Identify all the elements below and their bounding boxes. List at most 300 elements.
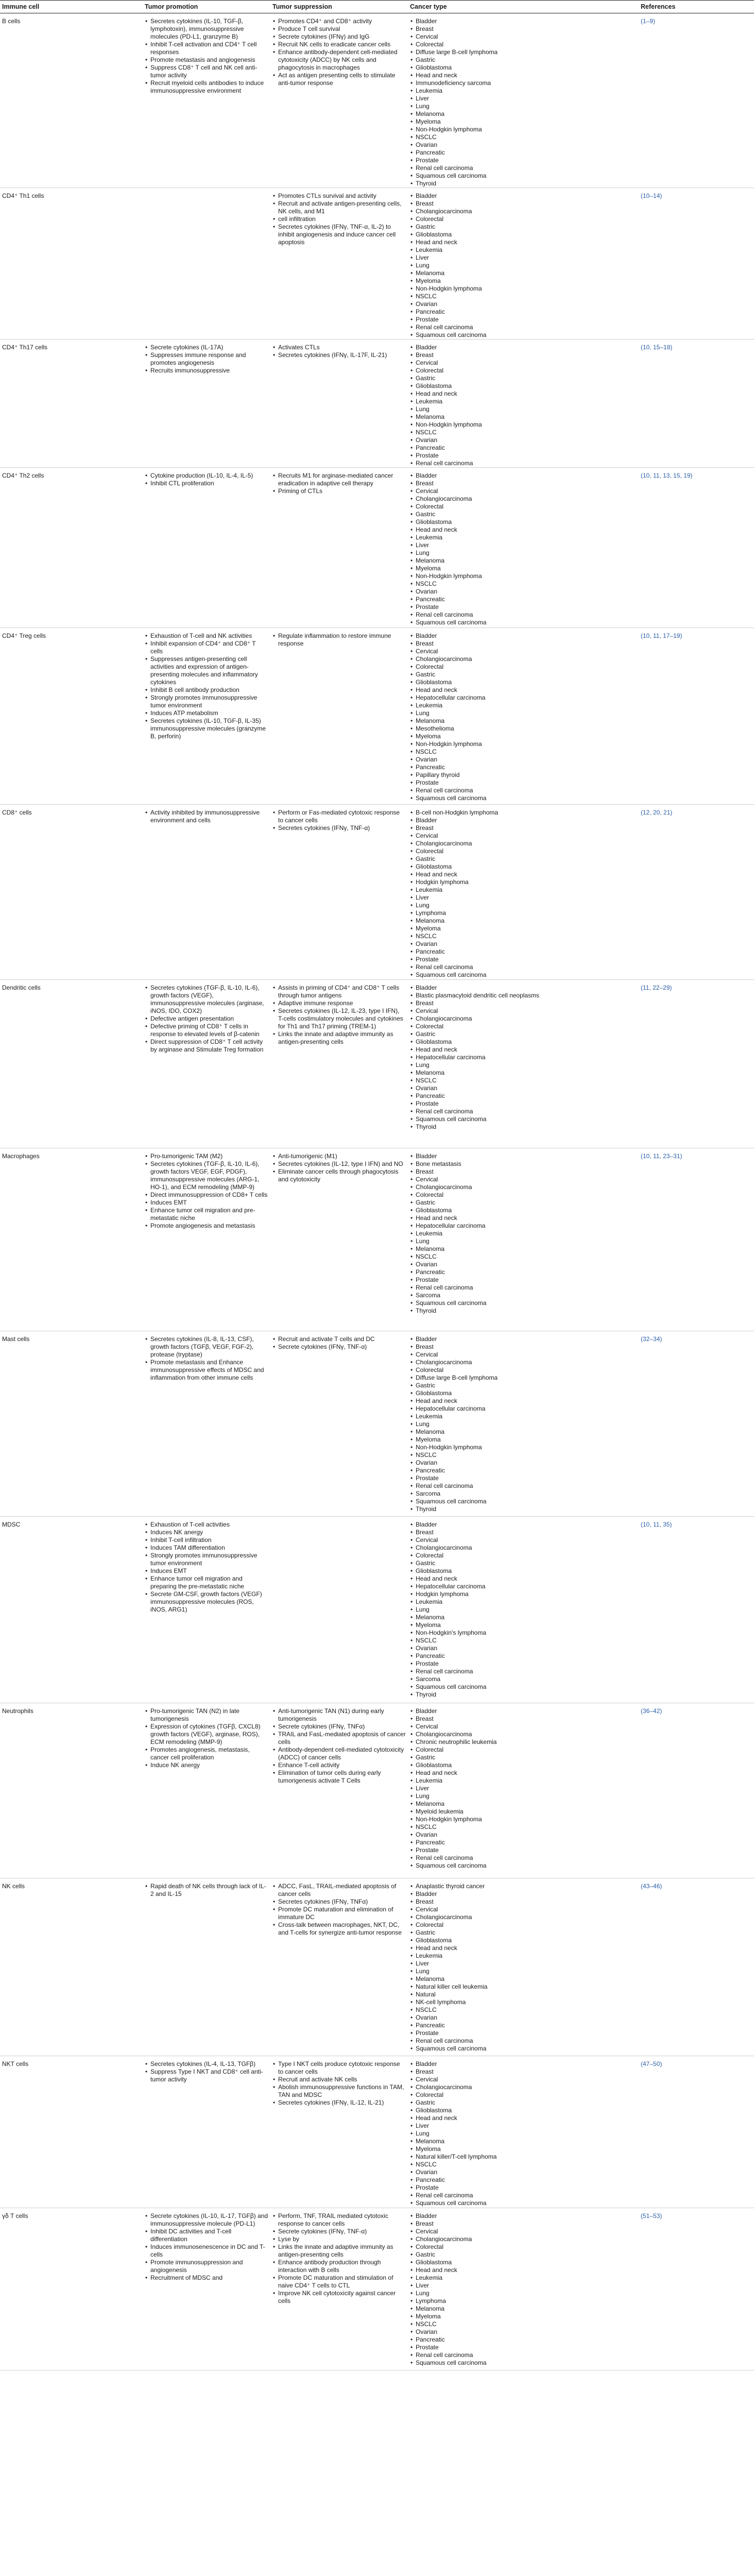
cancer-type-cell <box>408 1148 639 1331</box>
cancer-type-item: • Ovarian <box>416 2328 637 2336</box>
cancer-type-item: • Renal cell carcinoma <box>416 1668 637 1675</box>
tumor-promotion-item: • Cytokine production (IL-10, IL-4, IL-5) <box>150 472 268 480</box>
tumor-promotion-cell <box>143 188 270 340</box>
cancer-type-item: • Leukemia <box>416 702 637 709</box>
tumor-promotion-cell <box>143 1517 270 1703</box>
cancer-type-item: • Prostate <box>416 1475 637 1482</box>
table-body <box>0 13 754 2370</box>
cancer-type-item: • Pancreatic <box>416 596 637 603</box>
cancer-type-item: • Lung <box>416 709 637 717</box>
cancer-type-item: • Squamous cell carcinoma <box>416 2199 637 2207</box>
cancer-type-item: • Mesothelioma <box>416 725 637 733</box>
tumor-promotion-item: • Promote metastasis and angiogenesis <box>150 56 268 64</box>
cancer-type-list <box>410 18 637 188</box>
cancer-type-item: • Prostate <box>416 603 637 611</box>
tumor-suppression-item: • Secretes cytokines (IFNγ, IL-12, IL-21) <box>278 2099 406 2107</box>
cancer-type-item: • NSCLC <box>416 2320 637 2328</box>
cancer-type-item: • Cervical <box>416 648 637 655</box>
cancer-type-item: • Melanoma <box>416 1800 637 1808</box>
cancer-type-item: • Melanoma <box>416 917 637 925</box>
cancer-type-list <box>410 1153 637 1315</box>
cancer-type-item: • Non-Hodgkin lymphoma <box>416 740 637 748</box>
cancer-type-item: • Liver <box>416 2282 637 2290</box>
cancer-type-item: • Leukemia <box>416 246 637 254</box>
cancer-type-item: • Cervical <box>416 1176 637 1183</box>
cancer-type-item: • Squamous cell carcinoma <box>416 331 637 339</box>
cancer-type-item: • Glioblastoma <box>416 1207 637 1214</box>
cancer-type-item: • Cholangiocarcinoma <box>416 1731 637 1738</box>
cancer-type-item: • Renal cell carcinoma <box>416 2192 637 2199</box>
cancer-type-item: • Liver <box>416 1960 637 1968</box>
tumor-promotion-item: • Secretes cytokines (IL-4, IL-13, TGFβ) <box>150 2060 268 2068</box>
tumor-suppression-item: • Secretes cytokines (IFNγ, TNF-α, IL-2) to inhibit angiogenesis and induce cancer cell apoptosis <box>278 223 406 246</box>
tumor-suppression-item: • Secrete cytokines (IFNγ, TNFα) <box>278 1723 406 1731</box>
tumor-suppression-item: • Anti-tumorigenic TAN (N1) during early tumorigenesis <box>278 1707 406 1723</box>
cancer-type-item: • Pancreatic <box>416 764 637 771</box>
cancer-type-item: • Melanoma <box>416 2138 637 2145</box>
tumor-promotion-item: • Inhibit expansion of CD4⁺ and CD8⁺ T cells <box>150 640 268 655</box>
tumor-suppression-item: • Secretes cytokines (IFNγ, TNF-α) <box>278 824 406 832</box>
tumor-promotion-item: • Promote immunosuppression and angiogenesis <box>150 2259 268 2274</box>
tumor-promotion-item: • Secretes cytokines (IL-8, IL-13, CSF), growth factors (TGFβ, VEGF, FGF-2), protease (tryptase) <box>150 1335 268 1359</box>
cancer-type-item: • Colorectal <box>416 848 637 855</box>
tumor-suppression-cell <box>270 13 408 188</box>
cancer-type-item: • Gastric <box>416 855 637 863</box>
cancer-type-item: • Cholangiocarcinoma <box>416 2083 637 2091</box>
tumor-promotion-item: • Promotes angiogenesis, metastasis, cancer cell proliferation <box>150 1746 268 1761</box>
cancer-type-item: • Bone metastasis <box>416 1160 637 1168</box>
references-cell[interactable]: (32–34) <box>639 1331 754 1517</box>
cancer-type-item: • Melanoma <box>416 413 637 421</box>
immune-cell-name: NK cells <box>0 1878 143 2056</box>
cancer-type-item: • Breast <box>416 1898 637 1906</box>
references-cell[interactable]: (12, 20, 21) <box>639 805 754 980</box>
references-cell[interactable]: (36–42) <box>639 1703 754 1878</box>
cancer-type-item: • Gastric <box>416 223 637 231</box>
cancer-type-item: • Head and neck <box>416 72 637 79</box>
cancer-type-item: • Renal cell carcinoma <box>416 2037 637 2045</box>
cancer-type-item: • Lung <box>416 1968 637 1975</box>
tumor-suppression-item: • Secrete cytokines (IFNγ, TNF-α) <box>278 1343 406 1351</box>
references-cell[interactable]: (43–46) <box>639 1878 754 2056</box>
cancer-type-item: • Liver <box>416 541 637 549</box>
cancer-type-item: • Renal cell carcinoma <box>416 1854 637 1862</box>
cancer-type-item: • Bladder <box>416 632 637 640</box>
tumor-promotion-item: • Defective antigen presentation <box>150 1015 268 1023</box>
tumor-suppression-item: • Act as antigen presenting cells to stimulate anti-tumor response <box>278 72 406 87</box>
tumor-suppression-item: • Antibody-dependent cell-mediated cytotoxicity (ADCC) of cancer cells <box>278 1746 406 1761</box>
cancer-type-item: • Ovarian <box>416 940 637 948</box>
cancer-type-item: • Gastric <box>416 1382 637 1389</box>
table-row <box>0 628 754 805</box>
header-tumor-promotion: Tumor promotion <box>143 1 270 13</box>
cancer-type-item: • NK-cell lymphoma <box>416 1998 637 2006</box>
tumor-promotion-cell <box>143 1878 270 2056</box>
tumor-suppression-item: • Recruit and activate antigen-presenting cells, NK cells, and M1 <box>278 200 406 215</box>
cancer-type-item: • Melanoma <box>416 2305 637 2313</box>
cancer-type-item: • Colorectal <box>416 663 637 671</box>
references-cell[interactable]: (10, 11, 17–19) <box>639 628 754 805</box>
cancer-type-item: • Gastric <box>416 2099 637 2107</box>
cancer-type-item: • Lymphoma <box>416 2297 637 2305</box>
tumor-suppression-item: • Links the innate and adaptive immunity as antigen-presenting cells <box>278 1030 406 1046</box>
tumor-promotion-item: • Strongly promotes immunosuppressive tumor environment <box>150 694 268 709</box>
tumor-promotion-item: • Enhance tumor cell migration and preparing the pre-metastatic niche <box>150 1575 268 1590</box>
tumor-promotion-item: • Strongly promotes immunosuppressive tumor environment <box>150 1552 268 1567</box>
tumor-promotion-item: • Defective priming of CD8⁺ T cells in response to elevated levels of β-catenin <box>150 1023 268 1038</box>
cancer-type-item: • Colorectal <box>416 1366 637 1374</box>
immune-cell-name: CD4⁺ Th2 cells <box>0 468 143 628</box>
cancer-type-item: • Head and neck <box>416 1214 637 1222</box>
tumor-promotion-list <box>145 1335 268 1382</box>
cancer-type-item: • Bladder <box>416 1521 637 1529</box>
cancer-type-item: • Squamous cell carcinoma <box>416 1115 637 1123</box>
cancer-type-item: • Glioblastoma <box>416 64 637 72</box>
tumor-promotion-item: • Induces NK anergy <box>150 1529 268 1536</box>
tumor-suppression-item: • Lyse by <box>278 2235 406 2243</box>
cancer-type-item: • Gastric <box>416 1560 637 1567</box>
cancer-type-item: • Lung <box>416 2290 637 2297</box>
tumor-suppression-list <box>272 344 406 359</box>
tumor-promotion-item: • Suppresses antigen-presenting cell activities and expression of antigen-presenting molecules and inflammatory cytokines <box>150 655 268 686</box>
tumor-promotion-item: • Suppress CD8⁺ T cell and NK cell anti-tumor activity <box>150 64 268 79</box>
cancer-type-item: • Leukemia <box>416 886 637 894</box>
cancer-type-item: • Thyroid <box>416 1691 637 1699</box>
cancer-type-item: • Lymphoma <box>416 909 637 917</box>
cancer-type-item: • Breast <box>416 2220 637 2228</box>
table-row <box>0 2056 754 2208</box>
cancer-type-item: • Colorectal <box>416 1921 637 1929</box>
cancer-type-item: • Blastic plasmacytoid dendritic cell neoplasms <box>416 992 637 999</box>
cancer-type-item: • Breast <box>416 824 637 832</box>
cancer-type-item: • Colorectal <box>416 1023 637 1030</box>
tumor-promotion-item: • Induce NK anergy <box>150 1761 268 1769</box>
cancer-type-item: • Melanoma <box>416 1069 637 1077</box>
cancer-type-item: • Myeloma <box>416 2313 637 2320</box>
tumor-promotion-list <box>145 2212 268 2282</box>
cancer-type-item: • Liver <box>416 2122 637 2130</box>
cancer-type-item: • Pancreatic <box>416 1652 637 1660</box>
cancer-type-item: • Prostate <box>416 2344 637 2351</box>
cancer-type-item: • Renal cell carcinoma <box>416 2351 637 2359</box>
cancer-type-item: • Renal cell carcinoma <box>416 611 637 619</box>
cancer-type-item: • Glioblastoma <box>416 382 637 390</box>
cancer-type-item: • Leukemia <box>416 1952 637 1960</box>
references-cell[interactable]: (10, 11, 13, 15, 19) <box>639 468 754 628</box>
tumor-promotion-cell <box>143 468 270 628</box>
cancer-type-item: • Colorectal <box>416 2091 637 2099</box>
tumor-suppression-item: • Adaptive immune response <box>278 999 406 1007</box>
tumor-promotion-list <box>145 632 268 740</box>
tumor-promotion-item: • Pro-tumorigenic TAN (N2) in late tumorigenesis <box>150 1707 268 1723</box>
cancer-type-item: • Lung <box>416 549 637 557</box>
tumor-suppression-list <box>272 192 406 246</box>
cancer-type-item: • Lung <box>416 103 637 110</box>
tumor-suppression-item: • Elimination of tumor cells during early tumorigenesis activate T Cells <box>278 1769 406 1785</box>
cancer-type-item: • Head and neck <box>416 1397 637 1405</box>
table-row <box>0 805 754 980</box>
immune-cell-name: CD8⁺ cells <box>0 805 143 980</box>
tumor-promotion-cell <box>143 805 270 980</box>
tumor-promotion-cell <box>143 13 270 188</box>
cancer-type-cell <box>408 340 639 468</box>
tumor-suppression-item: • Promote DC maturation and stimulation of naive CD4⁺ T cells to CTL <box>278 2274 406 2290</box>
immune-cell-name: MDSC <box>0 1517 143 1703</box>
cancer-type-item: • Anaplastic thyroid cancer <box>416 1883 637 1890</box>
cancer-type-item: • NSCLC <box>416 2161 637 2168</box>
tumor-suppression-list <box>272 809 406 832</box>
immune-cell-name: B cells <box>0 13 143 188</box>
cancer-type-item: • Glioblastoma <box>416 2107 637 2114</box>
cancer-type-item: • Breast <box>416 480 637 487</box>
cancer-type-list <box>410 2212 637 2367</box>
tumor-suppression-item: • Activates CTLs <box>278 344 406 351</box>
cancer-type-item: • Hepatocellular carcinoma <box>416 1054 637 1061</box>
cancer-type-item: • Head and neck <box>416 1575 637 1583</box>
cancer-type-item: • Gastric <box>416 56 637 64</box>
tumor-promotion-item: • Suppress Type I NKT and CD8⁺ cell anti-tumor activity <box>150 2068 268 2083</box>
cancer-type-item: • Bladder <box>416 1890 637 1898</box>
tumor-promotion-item: • Secrete cytokines (IL-10, IL-17, TGFβ) and immunosuppressive molecule (PD-L1) <box>150 2212 268 2228</box>
cancer-type-item: • Glioblastoma <box>416 518 637 526</box>
tumor-suppression-item: • Priming of CTLs <box>278 487 406 495</box>
cancer-type-item: • Cervical <box>416 1351 637 1359</box>
tumor-promotion-list <box>145 472 268 487</box>
cancer-type-item: • Pancreatic <box>416 2176 637 2184</box>
cancer-type-item: • Cholangiocarcinoma <box>416 1015 637 1023</box>
cancer-type-item: • Prostate <box>416 157 637 164</box>
cancer-type-item: • Hodgkin lymphoma <box>416 878 637 886</box>
cancer-type-list <box>410 2060 637 2207</box>
tumor-suppression-item: • Produce T cell survival <box>278 25 406 33</box>
cancer-type-item: • Squamous cell carcinoma <box>416 1862 637 1870</box>
references-cell[interactable]: (1–9) <box>639 13 754 188</box>
tumor-promotion-cell <box>143 1148 270 1331</box>
cancer-type-item: • Pancreatic <box>416 1467 637 1475</box>
cancer-type-item: • Cholangiocarcinoma <box>416 208 637 215</box>
cancer-type-item: • Prostate <box>416 1276 637 1284</box>
cancer-type-item: • Pancreatic <box>416 149 637 157</box>
cancer-type-item: • Ovarian <box>416 300 637 308</box>
tumor-suppression-cell <box>270 1517 408 1703</box>
cancer-type-item: • Thyroid <box>416 1307 637 1315</box>
cancer-type-cell <box>408 468 639 628</box>
cancer-type-item: • Cholangiocarcinoma <box>416 495 637 503</box>
cancer-type-item: • Colorectal <box>416 1746 637 1754</box>
tumor-suppression-item: • TRAIL and FasL-mediated apoptosis of cancer cells <box>278 1731 406 1746</box>
cancer-type-item: • Ovarian <box>416 756 637 764</box>
cancer-type-item: • Lung <box>416 902 637 909</box>
cancer-type-item: • Glioblastoma <box>416 863 637 871</box>
cancer-type-item: • Renal cell carcinoma <box>416 1108 637 1115</box>
tumor-suppression-item: • Enhance antibody-dependent cell-mediated cytotoxicity (ADCC) by NK cells and phagocytosis in macrophages <box>278 48 406 72</box>
cancer-type-item: • Non-Hodgkin lymphoma <box>416 285 637 293</box>
cancer-type-list <box>410 632 637 802</box>
cancer-type-item: • Gastric <box>416 2251 637 2259</box>
cancer-type-item: • Cervical <box>416 1536 637 1544</box>
cancer-type-item: • Non-Hodgkin lymphoma <box>416 421 637 429</box>
cancer-type-item: • Leukemia <box>416 398 637 405</box>
tumor-promotion-item: • Secretes cytokines (TGF-β, IL-10, IL-6), growth factors (VEGF), immunosuppressive molecules (arginase, iNOS, IDO, COX2) <box>150 984 268 1015</box>
cancer-type-item: • Pancreatic <box>416 1092 637 1100</box>
cancer-type-item: • Melanoma <box>416 1975 637 1983</box>
tumor-promotion-cell <box>143 1331 270 1517</box>
tumor-promotion-cell <box>143 340 270 468</box>
cancer-type-item: • Cervical <box>416 359 637 367</box>
cancer-type-list <box>410 344 637 467</box>
cancer-type-item: • Cervical <box>416 1007 637 1015</box>
tumor-promotion-item: • Secretes cytokines (IL-10, TGF-β, lymphotoxin), immunosuppressive molecules (PD-L1, granzyme B) <box>150 18 268 41</box>
cancer-type-item: • Head and neck <box>416 686 637 694</box>
cancer-type-item: • Thyroid <box>416 1505 637 1513</box>
cancer-type-item: • Squamous cell carcinoma <box>416 971 637 979</box>
tumor-suppression-list <box>272 1707 406 1785</box>
cancer-type-item: • Myeloma <box>416 1436 637 1444</box>
tumor-promotion-item: • Induces immunosenescence in DC and T-cells <box>150 2243 268 2259</box>
tumor-promotion-item: • Inhibit T-cell infiltration <box>150 1536 268 1544</box>
cancer-type-item: • Lung <box>416 1420 637 1428</box>
cancer-type-item: • Gastric <box>416 375 637 382</box>
cancer-type-item: • Breast <box>416 2068 637 2076</box>
cancer-type-list <box>410 984 637 1131</box>
cancer-type-item: • NSCLC <box>416 1077 637 1084</box>
tumor-suppression-item: • Secretes cytokines (IL-12, type I IFN) and NO <box>278 1160 406 1168</box>
tumor-suppression-cell <box>270 628 408 805</box>
cancer-type-item: • Squamous cell carcinoma <box>416 2359 637 2367</box>
cancer-type-item: • Myeloma <box>416 925 637 933</box>
tumor-promotion-item: • Inhibit DC activities and T-cell differentiation <box>150 2228 268 2243</box>
cancer-type-item: • Pancreatic <box>416 308 637 316</box>
tumor-suppression-item: • Recruit and activate NK cells <box>278 2076 406 2083</box>
cancer-type-item: • Non-Hodgkin's lymphoma <box>416 1629 637 1637</box>
cancer-type-item: • Bladder <box>416 2060 637 2068</box>
cancer-type-item: • Ovarian <box>416 141 637 149</box>
tumor-suppression-item: • Promotes CD4⁺ and CD8⁺ activity <box>278 18 406 25</box>
cancer-type-item: • Lung <box>416 1606 637 1614</box>
cancer-type-item: • Renal cell carcinoma <box>416 324 637 331</box>
cancer-type-item: • Cervical <box>416 1906 637 1913</box>
cancer-type-item: • Breast <box>416 1168 637 1176</box>
cancer-type-item: • Prostate <box>416 1100 637 1108</box>
tumor-suppression-cell <box>270 1148 408 1331</box>
cancer-type-item: • Bladder <box>416 2212 637 2220</box>
table-row <box>0 468 754 628</box>
tumor-promotion-list <box>145 1521 268 1614</box>
table-row <box>0 1878 754 2056</box>
cancer-type-list <box>410 1335 637 1513</box>
tumor-promotion-item: • Recruits immunosuppressive <box>150 367 268 375</box>
table-row <box>0 980 754 1148</box>
cancer-type-item: • Ovarian <box>416 436 637 444</box>
references-cell[interactable]: (10, 11, 23–31) <box>639 1148 754 1331</box>
tumor-promotion-cell <box>143 1703 270 1878</box>
tumor-suppression-cell <box>270 188 408 340</box>
tumor-suppression-item: • Regulate inflammation to restore immune response <box>278 632 406 648</box>
cancer-type-item: • Glioblastoma <box>416 1567 637 1575</box>
tumor-suppression-item: • Assists in priming of CD4⁺ and CD8⁺ T cells through tumor antigens <box>278 984 406 999</box>
cancer-type-item: • Renal cell carcinoma <box>416 164 637 172</box>
cancer-type-item: • NSCLC <box>416 133 637 141</box>
tumor-suppression-item: • Secrete cytokines (IFNγ, TNF-α) <box>278 2228 406 2235</box>
cancer-type-item: • Papillary thyroid <box>416 771 637 779</box>
immune-cell-name: Macrophages <box>0 1148 143 1331</box>
cancer-type-item: • Renal cell carcinoma <box>416 1284 637 1292</box>
tumor-promotion-list <box>145 1707 268 1769</box>
cancer-type-item: • NSCLC <box>416 429 637 436</box>
cancer-type-item: • Leukemia <box>416 534 637 541</box>
cancer-type-item: • NSCLC <box>416 293 637 300</box>
cancer-type-item: • Glioblastoma <box>416 1761 637 1769</box>
cancer-type-cell <box>408 13 639 188</box>
header-cancer-type: Cancer type <box>408 1 639 13</box>
tumor-promotion-item: • Recruit myeloid cells antibodies to induce immunosuppressive environment <box>150 79 268 95</box>
references-cell[interactable]: (10, 15–18) <box>639 340 754 468</box>
tumor-suppression-cell <box>270 2208 408 2370</box>
immune-cell-name: γδ T cells <box>0 2208 143 2370</box>
cancer-type-item: • Non-Hodgkin lymphoma <box>416 1816 637 1823</box>
table-row <box>0 1148 754 1331</box>
references-cell[interactable]: (11, 22–29) <box>639 980 754 1148</box>
tumor-suppression-list <box>272 632 406 648</box>
cancer-type-item: • Cholangiocarcinoma <box>416 840 637 848</box>
tumor-promotion-item: • Enhance tumor cell migration and pre-metastatic niche <box>150 1207 268 1222</box>
cancer-type-cell <box>408 980 639 1148</box>
tumor-suppression-item: • Secretes cytokines (IL-12, IL-23, type I IFN), T-cells costimulatory molecules and cytokines for Th1 and Th17 priming (TREM-1) <box>278 1007 406 1030</box>
tumor-suppression-list <box>272 2060 406 2107</box>
cancer-type-list <box>410 1521 637 1699</box>
cancer-type-item: • Melanoma <box>416 269 637 277</box>
cancer-type-item: • Cholangiocarcinoma <box>416 2235 637 2243</box>
cancer-type-item: • Hepatocellular carcinoma <box>416 1222 637 1230</box>
cancer-type-item: • Hepatocellular carcinoma <box>416 1405 637 1413</box>
tumor-promotion-item: • Exhaustion of T-cell activities <box>150 1521 268 1529</box>
cancer-type-item: • Gastric <box>416 671 637 679</box>
cancer-type-item: • Sarcoma <box>416 1292 637 1299</box>
cancer-type-cell <box>408 1878 639 2056</box>
cancer-type-item: • Prostate <box>416 1846 637 1854</box>
cancer-type-item: • Pancreatic <box>416 1268 637 1276</box>
tumor-suppression-item: • Secretes cytokines (IFNγ, IL-17F, IL-21) <box>278 351 406 359</box>
header-immune-cell: Immune cell <box>0 1 143 13</box>
table-row <box>0 1517 754 1703</box>
tumor-promotion-item: • Rapid death of NK cells through lack of IL-2 and IL-15 <box>150 1883 268 1898</box>
tumor-suppression-cell <box>270 340 408 468</box>
cancer-type-item: • Colorectal <box>416 1552 637 1560</box>
cancer-type-item: • Natural killer/T-cell lymphoma <box>416 2153 637 2161</box>
cancer-type-item: • Lung <box>416 2130 637 2138</box>
cancer-type-item: • Melanoma <box>416 557 637 565</box>
tumor-suppression-item: • Abolish immunosuppressive functions in TAM, TAN and MDSC <box>278 2083 406 2099</box>
cancer-type-item: • Glioblastoma <box>416 1389 637 1397</box>
references-cell[interactable]: (10–14) <box>639 188 754 340</box>
tumor-suppression-list <box>272 1883 406 1937</box>
references-cell[interactable]: (47–50) <box>639 2056 754 2208</box>
references-cell[interactable]: (51–53) <box>639 2208 754 2370</box>
cancer-type-list <box>410 1707 637 1870</box>
cancer-type-cell <box>408 1517 639 1703</box>
references-cell[interactable]: (10, 11, 35) <box>639 1517 754 1703</box>
cancer-type-item: • Thyroid <box>416 1123 637 1131</box>
cancer-type-item: • Colorectal <box>416 503 637 511</box>
table-row <box>0 1331 754 1517</box>
cancer-type-item: • Melanoma <box>416 1614 637 1621</box>
cancer-type-cell <box>408 1331 639 1517</box>
cancer-type-item: • Squamous cell carcinoma <box>416 1498 637 1505</box>
tumor-suppression-item: • Links the innate and adaptive immunity as antigen-presenting cells <box>278 2243 406 2259</box>
tumor-suppression-item: • Improve NK cell cytotoxicity against cancer cells <box>278 2290 406 2305</box>
tumor-suppression-list <box>272 984 406 1046</box>
cancer-type-item: • Renal cell carcinoma <box>416 963 637 971</box>
